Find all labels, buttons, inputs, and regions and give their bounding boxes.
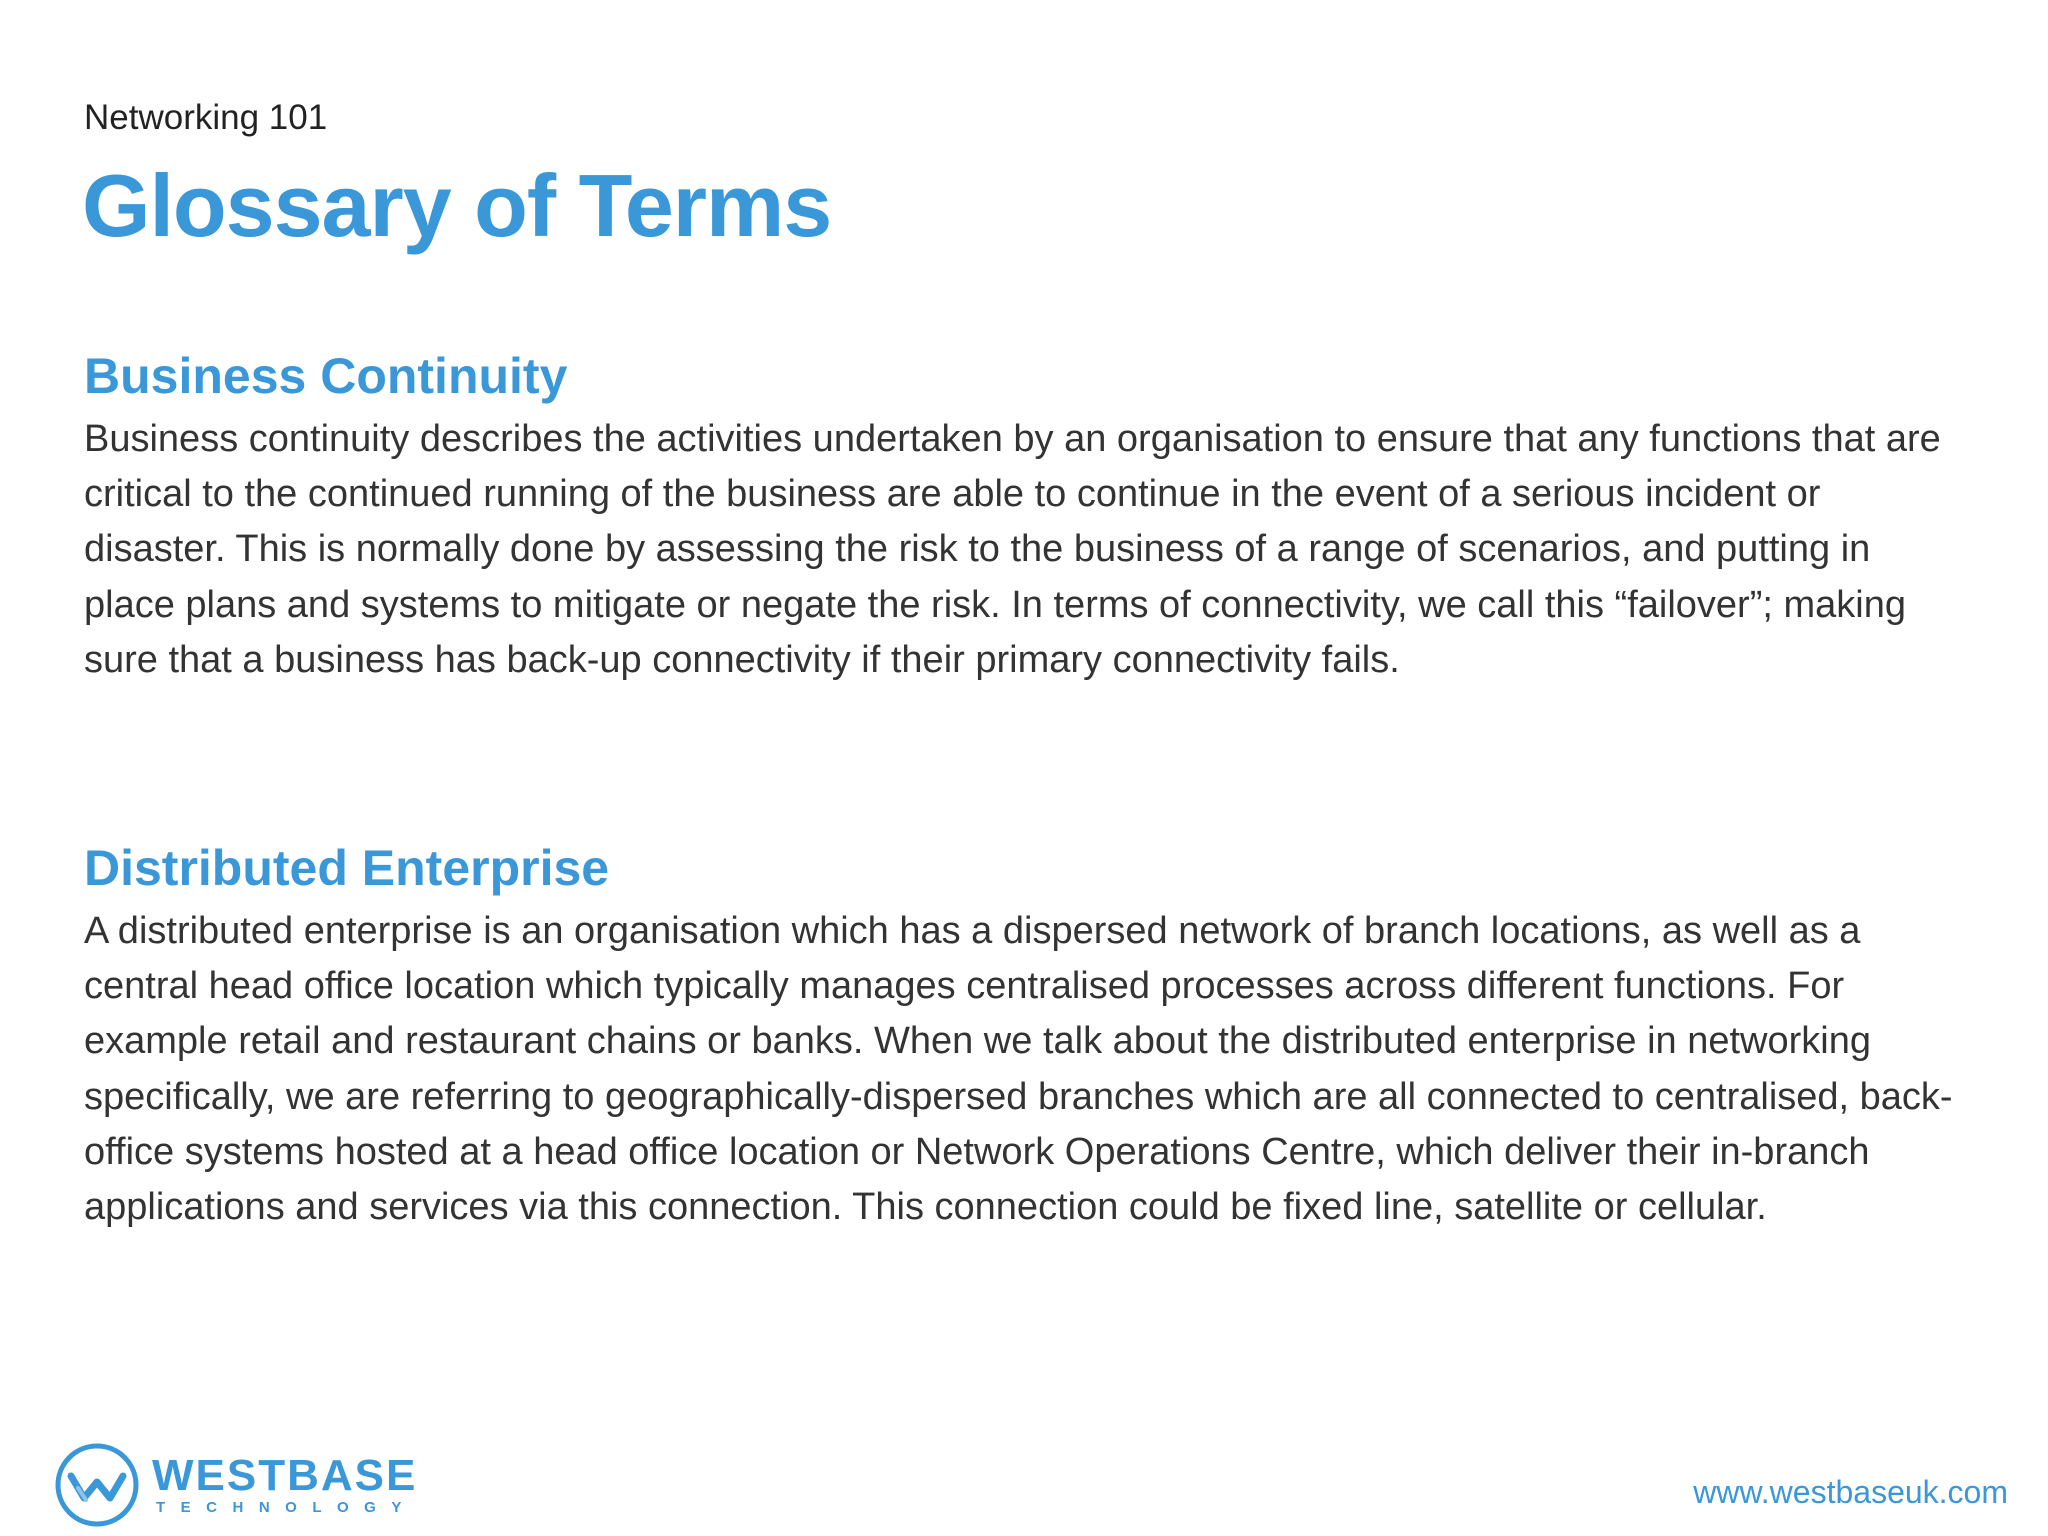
- website-link[interactable]: www.westbaseuk.com: [1693, 1474, 2008, 1510]
- entry-body: A distributed enterprise is an organisation which has a dispersed network of branch locations, as well as a central head office location which typically manages centralised processes across different functions. For example retail and restaurant chains or banks. When we talk about the distributed enterprise in networking specifically, we are referring to geographically-dispersed branches which are all connected to centralised, back-office systems hosted at a head office location or Network Operations Centre, which deliver their in-branch applications and services via this connection. This connection could be fixed line, satellite or cellular.: [84, 910, 1953, 1229]
- westbase-logo-icon: [54, 1442, 140, 1528]
- logo-name: WESTBASE: [152, 1451, 418, 1500]
- glossary-entry-distributed-enterprise: [84, 836, 1964, 1235]
- glossary-entry-business-continuity: [84, 344, 1964, 688]
- page-title: Glossary of Terms: [82, 156, 832, 255]
- logo-tagline: TECHNOLOGY: [156, 1499, 417, 1516]
- entry-heading: Distributed Enterprise: [84, 840, 610, 896]
- westbase-logo: [54, 1440, 417, 1530]
- entry-body: Business continuity describes the activities undertaken by an organisation to ensure that any functions that are critical to the continued running of the business are able to continue in the event of a serious incident or disaster. This is normally done by assessing the risk to the business of a range of scenarios, and putting in place plans and systems to mitigate or negate the risk. In terms of connectivity, we call this “failover”; making sure that a business has back-up connectivity if their primary connectivity fails.: [84, 418, 1941, 681]
- page-subtitle: Networking 101: [84, 98, 328, 137]
- entry-heading: Business Continuity: [84, 348, 568, 404]
